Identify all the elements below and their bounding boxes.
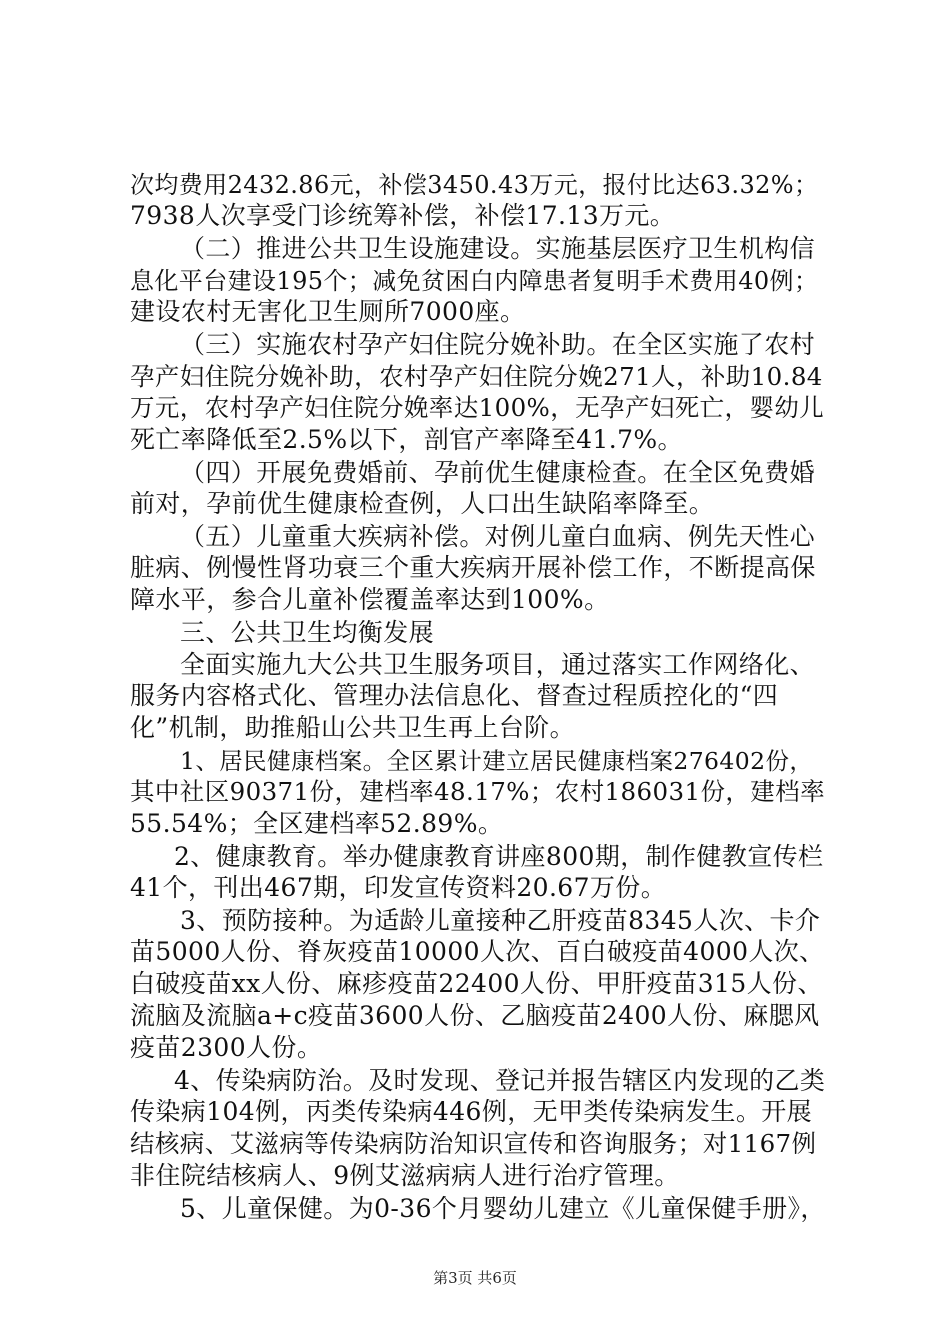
paragraph-line: 建设农村无害化卫生厕所7000座。 bbox=[130, 297, 526, 326]
paragraph-line: 死亡率降低至2.5%以下，剖官产率降至41.7%。 bbox=[130, 425, 683, 454]
paragraph-line: （二）推进公共卫生设施建设。实施基层医疗卫生机构信 bbox=[180, 234, 816, 263]
paragraph-line: 4、传染病防治。及时发现、登记并报告辖区内发现的乙类 bbox=[174, 1066, 826, 1095]
paragraph-line: 全面实施九大公共卫生服务项目，通过落实工作网络化、 bbox=[180, 650, 816, 679]
paragraph-line: 万元，农村孕产妇住院分娩率达100%，无孕产妇死亡，婴幼儿 bbox=[130, 393, 825, 422]
paragraph-line: 化”机制，助推船山公共卫生再上台阶。 bbox=[130, 713, 575, 742]
paragraph-line: 传染病104例，丙类传染病446例，无甲类传染病发生。开展 bbox=[130, 1097, 813, 1126]
paragraph-line: 7938人次享受门诊统筹补偿，补偿17.13万元。 bbox=[130, 201, 676, 230]
paragraph-line: 障水平，参合儿童补偿覆盖率达到100%。 bbox=[130, 585, 610, 614]
paragraph-line: 息化平台建设195个；减免贫困白内障患者复明手术费用40例； bbox=[130, 267, 819, 295]
paragraph-line: 5、儿童保健。为0-36个月婴幼儿建立《儿童保健手册》， bbox=[180, 1194, 826, 1223]
paragraph-line: 次均费用2432.86元，补偿3450.43万元，报付比达63.32%； bbox=[130, 171, 819, 199]
section-heading: 三、公共卫生均衡发展 bbox=[180, 618, 435, 647]
paragraph-line: （五）儿童重大疾病补偿。对例儿童白血病、例先天性心 bbox=[180, 522, 816, 551]
paragraph-line: 55.54%；全区建档率52.89%。 bbox=[130, 809, 504, 838]
paragraph-line: 1、居民健康档案。全区累计建立居民健康档案276402份， bbox=[180, 747, 814, 775]
paragraph-line: 白破疫苗xx人份、麻疹疫苗22400人份、甲肝疫苗315人份、 bbox=[130, 969, 823, 998]
paragraph-line: 前对，孕前优生健康检查例，人口出生缺陷率降至。 bbox=[130, 489, 715, 518]
paragraph-line: 服务内容格式化、管理办法信息化、督查过程质控化的“四 bbox=[130, 681, 779, 710]
paragraph-line: 结核病、艾滋病等传染病防治知识宣传和咨询服务；对1167例 bbox=[130, 1129, 817, 1158]
paragraph-line: 非住院结核病人、9例艾滋病病人进行治疗管理。 bbox=[130, 1161, 680, 1190]
paragraph-line: 3、预防接种。为适龄儿童接种乙肝疫苗8345人次、卡介 bbox=[180, 906, 821, 935]
paragraph-line: 脏病、例慢性肾功衰三个重大疾病开展补偿工作，不断提高保 bbox=[130, 553, 816, 582]
paragraph-line: 疫苗2300人份。 bbox=[130, 1033, 323, 1062]
page-footer: 第3页 共6页 bbox=[433, 1269, 517, 1287]
paragraph-line: 苗5000人份、脊灰疫苗10000人次、百白破疫苗4000人次、 bbox=[130, 937, 825, 966]
paragraph-line: 孕产妇住院分娩补助，农村孕产妇住院分娩271人，补助10.84 bbox=[130, 362, 823, 391]
paragraph-line: 其中社区90371份，建档率48.17%；农村186031份，建档率 bbox=[130, 777, 825, 806]
paragraph-line: （四）开展免费婚前、孕前优生健康检查。在全区免费婚 bbox=[180, 458, 816, 487]
paragraph-line: 2、健康教育。举办健康教育讲座800期，制作健教宣传栏 bbox=[174, 842, 824, 871]
paragraph-line: （三）实施农村孕产妇住院分娩补助。在全区实施了农村 bbox=[180, 330, 816, 359]
paragraph-line: 41个，刊出467期，印发宣传资料20.67万份。 bbox=[130, 873, 667, 902]
paragraph-line: 流脑及流脑a+c疫苗3600人份、乙脑疫苗2400人份、麻腮风 bbox=[130, 1001, 820, 1030]
